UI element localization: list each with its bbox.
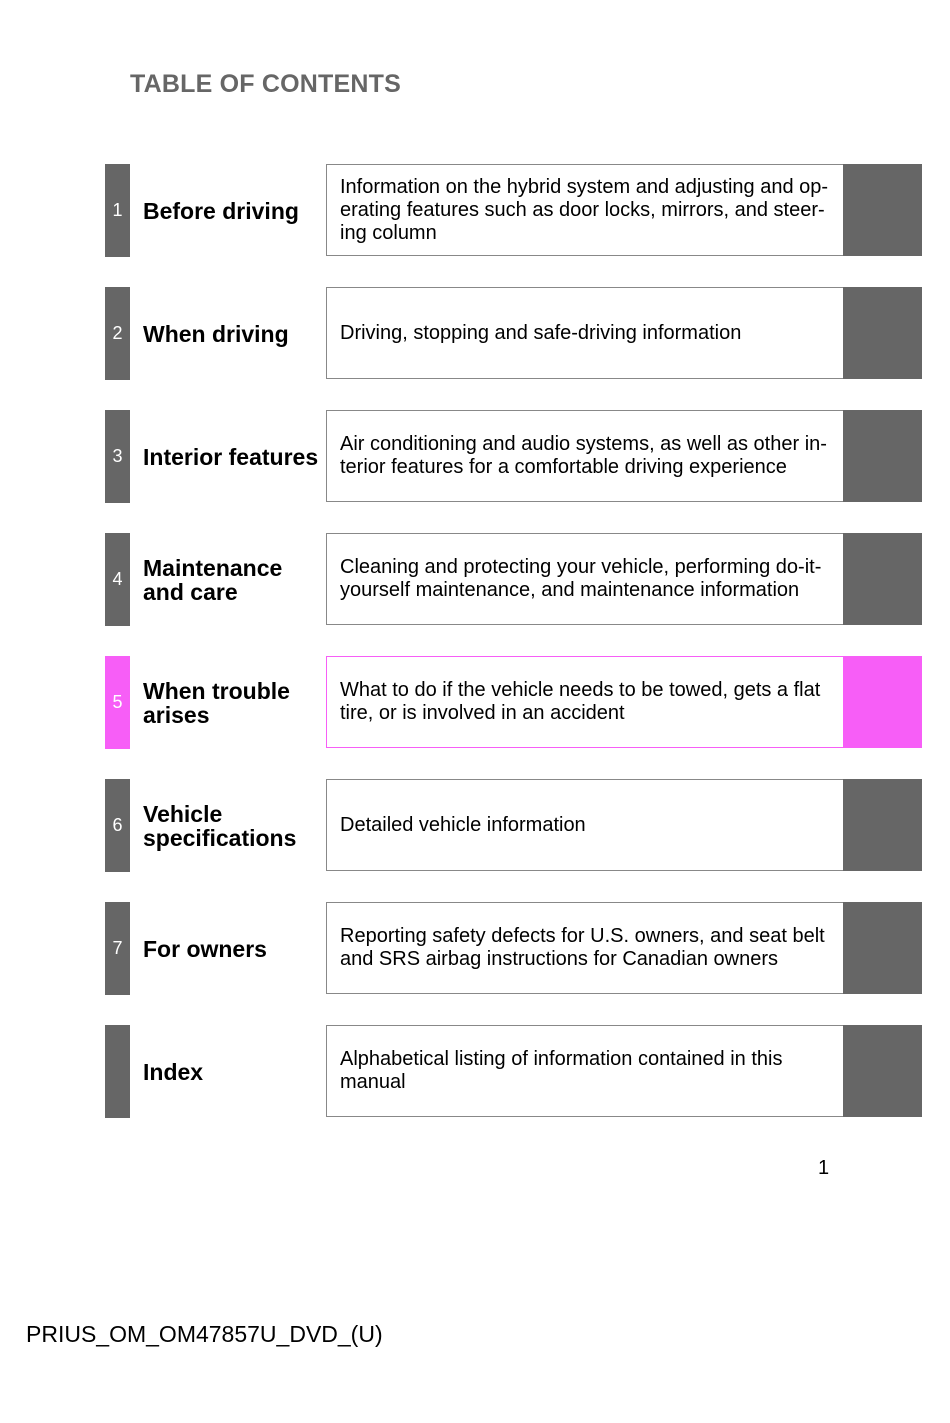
chapter-side-tab[interactable] xyxy=(843,1025,922,1117)
chapter-number-tab: 6 xyxy=(105,779,130,872)
chapter-title[interactable]: Index xyxy=(143,1058,204,1085)
toc-row-7[interactable] xyxy=(0,902,950,995)
chapter-description-box xyxy=(326,656,843,748)
chapter-description-box xyxy=(326,533,843,625)
chapter-description: Reporting safety defects for U.S. owners, and seat belt and SRS airbag instructions for Canadian owners xyxy=(340,925,825,970)
chapter-side-tab[interactable] xyxy=(843,779,922,871)
chapter-description: Driving, stopping and safe-driving information xyxy=(340,321,742,344)
chapter-side-tab[interactable] xyxy=(843,164,922,256)
chapter-description: What to do if the vehicle needs to be towed, gets a flat tire, or is involved in an accident xyxy=(340,679,821,724)
chapter-description: Air conditioning and audio systems, as well as other in-terior features for a comfortable driving experience xyxy=(340,433,827,478)
chapter-number-tab: 1 xyxy=(105,164,130,257)
chapter-title[interactable]: Before driving xyxy=(143,197,299,224)
chapter-title[interactable]: When driving xyxy=(143,320,289,347)
chapter-title[interactable]: For owners xyxy=(143,935,267,962)
chapter-description-box xyxy=(326,1025,843,1117)
chapter-number-tab: 2 xyxy=(105,287,130,380)
chapter-description: Information on the hybrid system and adjusting and op-erating features such as door locks, mirrors, and steer-ing column xyxy=(340,175,829,244)
chapter-title[interactable]: When trouble arises xyxy=(143,677,290,728)
page-number: 1 xyxy=(818,1157,830,1179)
chapter-side-tab[interactable] xyxy=(843,287,922,379)
toc-row-1[interactable] xyxy=(0,164,950,257)
chapter-number-tab: 7 xyxy=(105,902,130,995)
chapter-number-tab: 4 xyxy=(105,533,130,626)
chapter-title[interactable]: Interior features xyxy=(143,443,319,470)
toc-row-3[interactable] xyxy=(0,410,950,503)
chapter-number-tab: 3 xyxy=(105,410,130,503)
chapter-side-tab[interactable] xyxy=(843,410,922,502)
toc-row-6[interactable] xyxy=(0,779,950,872)
chapter-description: Cleaning and protecting your vehicle, performing do-it-yourself maintenance, and maintenance information xyxy=(340,556,822,601)
chapter-description: Detailed vehicle information xyxy=(340,813,586,836)
chapter-description-box xyxy=(326,164,843,256)
toc-row-4[interactable] xyxy=(0,533,950,626)
toc-row-index[interactable] xyxy=(0,1025,950,1118)
toc-row-5[interactable] xyxy=(0,656,950,749)
chapter-side-tab[interactable] xyxy=(843,656,922,748)
chapter-description-box xyxy=(326,287,843,379)
chapter-title[interactable]: Vehicle specifications xyxy=(143,800,297,851)
document-id: PRIUS_OM_OM47857U_DVD_(U) xyxy=(26,1321,383,1347)
chapter-side-tab[interactable] xyxy=(843,902,922,994)
chapter-description-box xyxy=(326,902,843,994)
page-title: TABLE OF CONTENTS xyxy=(130,70,401,98)
chapter-side-tab[interactable] xyxy=(843,533,922,625)
toc-row-2[interactable] xyxy=(0,287,950,380)
chapter-description-box xyxy=(326,779,843,871)
chapter-title[interactable]: Maintenance and care xyxy=(143,554,283,605)
chapter-number-tab xyxy=(105,1025,130,1118)
chapter-description-box xyxy=(326,410,843,502)
chapter-description: Alphabetical listing of information contained in this manual xyxy=(340,1048,783,1093)
chapter-number-tab: 5 xyxy=(105,656,130,749)
